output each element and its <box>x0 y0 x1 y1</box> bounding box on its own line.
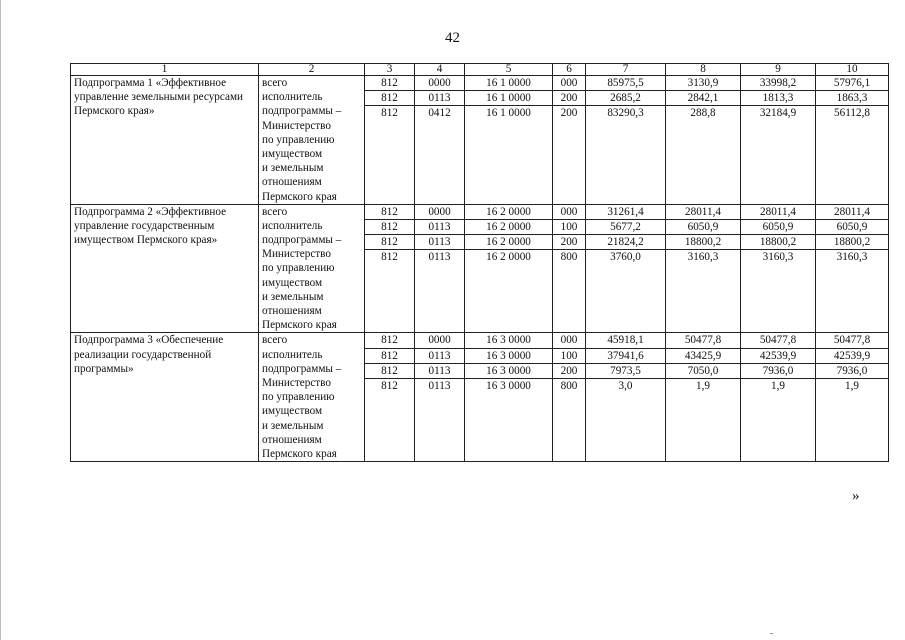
value-year-4-value: 56112,8 <box>816 105 888 120</box>
header-cell: 1 <box>71 64 259 76</box>
executor-line: по управлению <box>262 133 335 146</box>
section-code-value: 0412 <box>415 105 464 120</box>
target-code-value: 16 1 0000 <box>465 90 552 105</box>
header-cell: 2 <box>259 64 365 76</box>
expense-type-value: 800 <box>553 249 585 264</box>
closing-quote: » <box>852 488 860 504</box>
executor-line: подпрограммы – <box>262 234 342 247</box>
target-code-value: 16 2 0000 <box>486 205 531 218</box>
target-code-cell <box>465 204 553 333</box>
value-year-3-value: 1,9 <box>741 378 815 393</box>
scan-mark <box>770 633 773 634</box>
value-year-4-value: 6050,9 <box>816 219 888 234</box>
executor-cell <box>259 333 365 462</box>
section-code-value: 0000 <box>428 205 451 218</box>
header-cell: 9 <box>741 64 816 76</box>
value-year-3-value: 28011,4 <box>760 205 796 218</box>
value-year-1-cell <box>586 76 666 205</box>
value-year-1-value: 37941,6 <box>586 348 665 363</box>
executor-cell <box>259 76 365 205</box>
expense-type-value: 200 <box>553 105 585 120</box>
executor-line: по управлению <box>262 262 335 275</box>
value-year-3-value: 3160,3 <box>741 249 815 264</box>
expense-type-value: 000 <box>560 334 578 347</box>
program-block-row <box>71 333 889 462</box>
value-year-2-value: 2842,1 <box>666 90 740 105</box>
section-code-value: 0113 <box>415 363 464 378</box>
value-year-1-value: 3,0 <box>586 378 665 393</box>
value-year-4-value: 7936,0 <box>816 363 888 378</box>
program-name-cell: Подпрограмма 1 «Эффективное управление земельными ресурсами Пермского края» <box>71 76 259 205</box>
expense-type-cell <box>553 76 586 205</box>
table-body <box>71 64 889 462</box>
value-year-4-value: 1,9 <box>816 378 888 393</box>
value-year-2-value: 1,9 <box>666 378 740 393</box>
value-year-2-value: 50477,8 <box>684 334 722 347</box>
program-name-cell: Подпрограмма 3 «Обеспечение реализации государственной программы» <box>71 333 259 462</box>
target-code-cell <box>465 76 553 205</box>
value-year-4-cell <box>816 333 889 462</box>
value-year-1-value: 7973,5 <box>586 363 665 378</box>
value-year-2-value: 6050,9 <box>666 219 740 234</box>
section-code-value: 0113 <box>415 234 464 249</box>
executor-line: отношениям <box>262 176 322 189</box>
value-year-1-value: 3760,0 <box>586 249 665 264</box>
value-year-2-value: 288,8 <box>666 105 740 120</box>
executor-line: и земельным <box>262 419 324 432</box>
target-code-cell <box>465 333 553 462</box>
expense-type-value: 200 <box>553 234 585 249</box>
target-code-value: 16 2 0000 <box>465 219 552 234</box>
header-cell: 5 <box>465 64 553 76</box>
value-year-2-cell <box>666 333 741 462</box>
header-cell: 6 <box>553 64 586 76</box>
value-year-2-value: 18800,2 <box>666 234 740 249</box>
section-code-value: 0113 <box>415 219 464 234</box>
value-year-1-value: 31261,4 <box>607 205 644 218</box>
section-code-value: 0000 <box>428 334 451 347</box>
admin-code-value: 812 <box>365 249 414 264</box>
executor-line: имуществом <box>262 405 323 418</box>
section-code-value: 0113 <box>415 249 464 264</box>
section-code-value: 0000 <box>428 77 451 89</box>
value-year-3-value: 50477,8 <box>759 334 797 347</box>
value-year-3-value: 6050,9 <box>741 219 815 234</box>
program-name-cell: Подпрограмма 2 «Эффективное управление государственным имуществом Пермского края» <box>71 204 259 333</box>
value-year-2-value: 28011,4 <box>685 205 721 218</box>
executor-line: Пермского края <box>262 447 337 460</box>
header-cell: 3 <box>365 64 415 76</box>
value-year-1-value: 83290,3 <box>586 105 665 120</box>
value-year-1-value: 21824,2 <box>586 234 665 249</box>
section-code-cell <box>415 204 465 333</box>
admin-code-value: 812 <box>365 219 414 234</box>
admin-code-value: 812 <box>365 105 414 120</box>
section-code-cell <box>415 76 465 205</box>
section-code-value: 0113 <box>415 348 464 363</box>
value-year-4-cell <box>816 204 889 333</box>
expense-type-cell <box>553 333 586 462</box>
value-year-1-value: 45918,1 <box>607 334 644 347</box>
value-year-2-cell <box>666 204 741 333</box>
program-block-row <box>71 76 889 205</box>
executor-line: имуществом <box>262 276 323 289</box>
executor-line: Пермского края <box>262 190 337 203</box>
executor-line: Пермского края <box>262 319 337 332</box>
value-year-1-cell <box>586 333 666 462</box>
value-year-3-value: 18800,2 <box>741 234 815 249</box>
header-cell: 4 <box>415 64 465 76</box>
expense-type-value: 000 <box>560 205 578 218</box>
executor-line: всего <box>262 205 288 218</box>
header-cell: 10 <box>816 64 889 76</box>
value-year-3-value: 1813,3 <box>741 90 815 105</box>
value-year-3-cell <box>741 333 816 462</box>
admin-code-value: 812 <box>365 378 414 393</box>
value-year-3-cell <box>741 204 816 333</box>
value-year-1-value: 2685,2 <box>586 90 665 105</box>
executor-line: исполнитель <box>262 348 323 361</box>
value-year-4-value: 1863,3 <box>816 90 888 105</box>
value-year-3-value: 32184,9 <box>741 105 815 120</box>
value-year-2-cell <box>666 76 741 205</box>
expense-type-value: 000 <box>560 77 578 89</box>
executor-line: отношениям <box>262 305 322 317</box>
value-year-4-value: 28011,4 <box>834 205 870 218</box>
admin-code-cell <box>365 76 415 205</box>
value-year-1-value: 5677,2 <box>586 219 665 234</box>
admin-code-value: 812 <box>381 77 398 89</box>
executor-line: подпрограммы – <box>262 105 342 118</box>
header-cell: 8 <box>666 64 741 76</box>
executor-line: и земельным <box>262 290 324 303</box>
expense-type-value: 200 <box>553 363 585 378</box>
executor-line: и земельным <box>262 162 324 175</box>
value-year-4-value: 18800,2 <box>816 234 888 249</box>
admin-code-cell <box>365 333 415 462</box>
value-year-4-cell <box>816 76 889 205</box>
program-block-row <box>71 204 889 333</box>
value-year-1-cell <box>586 204 666 333</box>
scan-edge <box>0 0 1 640</box>
executor-line: по управлению <box>262 391 335 404</box>
value-year-4-value: 50477,8 <box>833 334 871 347</box>
admin-code-value: 812 <box>381 334 398 347</box>
value-year-3-value: 7936,0 <box>741 363 815 378</box>
admin-code-value: 812 <box>365 363 414 378</box>
expense-type-value: 200 <box>553 90 585 105</box>
admin-code-value: 812 <box>381 205 398 218</box>
executor-line: всего <box>262 77 288 89</box>
executor-line: подпрограммы – <box>262 362 342 375</box>
executor-line: исполнитель <box>262 91 323 104</box>
target-code-value: 16 2 0000 <box>465 249 552 264</box>
value-year-2-value: 3160,3 <box>666 249 740 264</box>
target-code-value: 16 3 0000 <box>465 363 552 378</box>
header-row <box>71 64 889 76</box>
expense-type-cell <box>553 204 586 333</box>
target-code-value: 16 3 0000 <box>486 334 531 347</box>
target-code-value: 16 1 0000 <box>486 77 531 89</box>
value-year-2-value: 7050,0 <box>666 363 740 378</box>
section-code-cell <box>415 333 465 462</box>
executor-line: всего <box>262 334 288 347</box>
target-code-value: 16 1 0000 <box>465 105 552 120</box>
executor-line: Министерство <box>262 248 331 261</box>
header-cell: 7 <box>586 64 666 76</box>
executor-line: Министерство <box>262 376 331 389</box>
budget-table <box>70 63 889 462</box>
executor-line: Министерство <box>262 119 331 132</box>
value-year-1-value: 85975,5 <box>607 77 644 89</box>
section-code-value: 0113 <box>415 90 464 105</box>
expense-type-value: 100 <box>553 348 585 363</box>
value-year-4-value: 42539,9 <box>816 348 888 363</box>
value-year-4-value: 57976,1 <box>833 77 871 89</box>
admin-code-value: 812 <box>365 234 414 249</box>
value-year-4-value: 3160,3 <box>816 249 888 264</box>
executor-line: отношениям <box>262 433 322 446</box>
admin-code-value: 812 <box>365 90 414 105</box>
value-year-3-cell <box>741 76 816 205</box>
value-year-2-value: 43425,9 <box>666 348 740 363</box>
target-code-value: 16 3 0000 <box>465 348 552 363</box>
value-year-2-value: 3130,9 <box>687 77 719 89</box>
page-number: 42 <box>445 30 460 46</box>
executor-line: исполнитель <box>262 219 323 232</box>
value-year-3-value: 33998,2 <box>759 77 797 89</box>
target-code-value: 16 3 0000 <box>465 378 552 393</box>
executor-cell <box>259 204 365 333</box>
expense-type-value: 800 <box>553 378 585 393</box>
value-year-3-value: 42539,9 <box>741 348 815 363</box>
admin-code-value: 812 <box>365 348 414 363</box>
admin-code-cell <box>365 204 415 333</box>
expense-type-value: 100 <box>553 219 585 234</box>
target-code-value: 16 2 0000 <box>465 234 552 249</box>
section-code-value: 0113 <box>415 378 464 393</box>
executor-line: имуществом <box>262 147 323 160</box>
